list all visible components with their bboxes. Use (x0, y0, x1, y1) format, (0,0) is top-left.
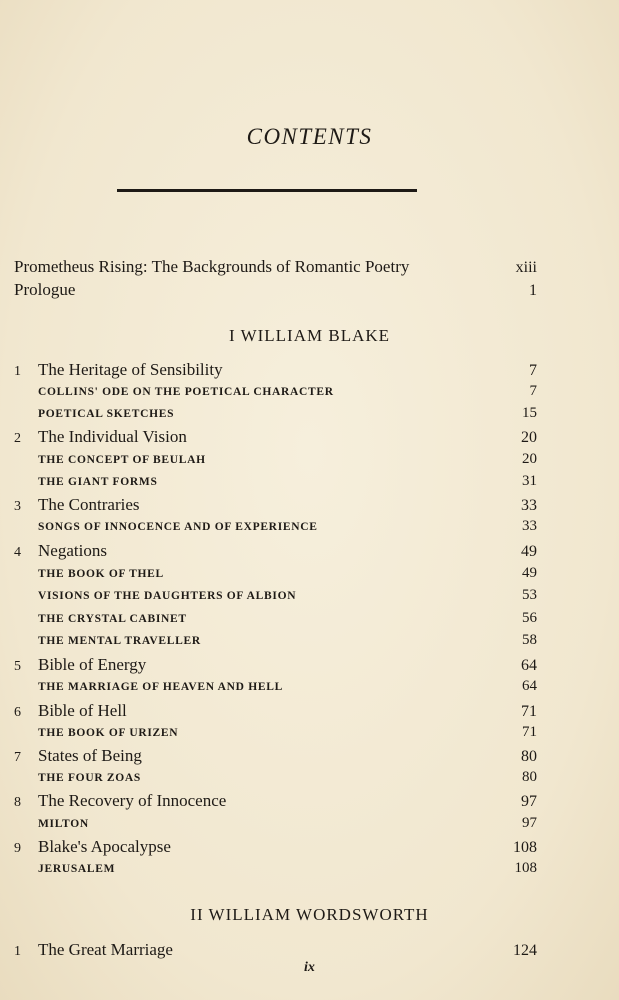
toc-entry-title: Negations (38, 541, 107, 560)
toc-entry-title: Bible of Hell (38, 701, 127, 720)
toc-page-number: 1 (529, 282, 537, 299)
chapter-number: 2 (14, 431, 21, 446)
toc-subentry (14, 451, 537, 473)
toc-page-number: 7 (529, 362, 537, 379)
title-rule (117, 189, 417, 192)
toc-entry-title: The Individual Vision (38, 427, 187, 446)
toc-subentry (14, 678, 537, 700)
toc-subentry (14, 769, 537, 791)
toc-page-number: 64 (521, 657, 537, 674)
toc-subentry (14, 610, 537, 632)
toc-entry-title: Prologue (14, 280, 76, 299)
toc-entry-title: Bible of Energy (38, 655, 147, 674)
toc-entry-title: THE FOUR ZOAS (38, 772, 142, 784)
toc-page-number: 80 (522, 769, 537, 785)
chapter-number: 1 (14, 944, 21, 959)
toc-page-number: 71 (522, 724, 537, 740)
page-folio: ix (304, 960, 315, 975)
toc-entry-title: THE CRYSTAL CABINET (38, 613, 187, 625)
toc-entry-title: SONGS OF INNOCENCE AND OF EXPERIENCE (38, 521, 318, 533)
toc-subentry (14, 632, 537, 654)
toc-subentry (14, 383, 537, 405)
toc-entry-title: VISIONS OF THE DAUGHTERS OF ALBION (38, 590, 297, 602)
toc-entry-title: THE MARRIAGE OF HEAVEN AND HELL (38, 681, 284, 693)
toc-page-number: 56 (522, 610, 537, 626)
toc-chapter-entry (14, 940, 537, 962)
toc-front-entry (14, 280, 537, 302)
toc-page-number: 49 (522, 565, 537, 581)
toc-subentry (14, 815, 537, 837)
toc-subentry (14, 473, 537, 495)
toc-entry-title: States of Being (38, 746, 142, 765)
toc-subentry (14, 565, 537, 587)
toc-entry-title: COLLINS' ODE ON THE POETICAL CHARACTER (38, 386, 334, 398)
toc-chapter-entry (14, 791, 537, 813)
chapter-number: 6 (14, 705, 21, 720)
chapter-number: 5 (14, 659, 21, 674)
toc-chapter-entry (14, 655, 537, 677)
toc-page-number: 58 (522, 632, 537, 648)
toc-subentry (14, 518, 537, 540)
toc-entry-title: THE GIANT FORMS (38, 476, 158, 488)
toc-page-number: 97 (521, 793, 537, 810)
toc-chapter-entry (14, 837, 537, 859)
toc-page-number: 31 (522, 473, 537, 489)
toc-page-number: 53 (522, 587, 537, 603)
chapter-number: 8 (14, 795, 21, 810)
toc-entry-title: MILTON (38, 818, 89, 830)
toc-page-number: 124 (513, 942, 537, 959)
toc-page-number: 64 (522, 678, 537, 694)
chapter-number: 3 (14, 499, 21, 514)
toc-page-number: xiii (515, 259, 537, 276)
toc-entry-title: The Great Marriage (38, 940, 173, 959)
toc-page-number: 97 (522, 815, 537, 831)
toc-subentry (14, 405, 537, 427)
toc-page-number: 33 (521, 497, 537, 514)
chapter-number: 9 (14, 841, 21, 856)
toc-entry-title: The Heritage of Sensibility (38, 360, 223, 379)
toc-entry-title: The Contraries (38, 495, 140, 514)
toc-page-number: 49 (521, 543, 537, 560)
toc-entry-title: JERUSALEM (38, 863, 116, 875)
toc-chapter-entry (14, 360, 537, 382)
toc-entry-title: Prometheus Rising: The Backgrounds of Romantic Poetry (14, 257, 410, 276)
chapter-number: 4 (14, 545, 21, 560)
toc-entry-title: THE BOOK OF URIZEN (38, 727, 179, 739)
part-heading: I WILLIAM BLAKE (228, 326, 391, 345)
toc-entry-title: POETICAL SKETCHES (38, 408, 175, 420)
toc-chapter-entry (14, 427, 537, 449)
chapter-number: 1 (14, 364, 21, 379)
toc-page-number: 20 (521, 429, 537, 446)
toc-entry-title: THE BOOK OF THEL (38, 568, 164, 580)
toc-entry-title: The Recovery of Innocence (38, 791, 227, 810)
chapter-number: 7 (14, 750, 21, 765)
toc-chapter-entry (14, 495, 537, 517)
toc-chapter-entry (14, 701, 537, 723)
toc-page-number: 71 (521, 703, 537, 720)
toc-page-number: 80 (521, 748, 537, 765)
toc-front-entry (14, 257, 537, 279)
toc-page-number: 108 (514, 860, 537, 876)
toc-page-number: 7 (529, 383, 537, 399)
toc-page-number: 15 (522, 405, 537, 421)
toc-subentry (14, 587, 537, 609)
part-heading: II WILLIAM WORDSWORTH (190, 905, 429, 924)
toc-subentry (14, 860, 537, 882)
toc-entry-title: THE CONCEPT OF BEULAH (38, 454, 206, 466)
toc-page-number: 108 (513, 839, 537, 856)
toc-entry-title: THE MENTAL TRAVELLER (38, 635, 201, 647)
toc-page-number: 20 (522, 451, 537, 467)
toc-chapter-entry (14, 746, 537, 768)
toc-subentry (14, 724, 537, 746)
toc-page-number: 33 (522, 518, 537, 534)
toc-chapter-entry (14, 541, 537, 563)
page-title: CONTENTS (246, 124, 373, 149)
toc-entry-title: Blake's Apocalypse (38, 837, 171, 856)
